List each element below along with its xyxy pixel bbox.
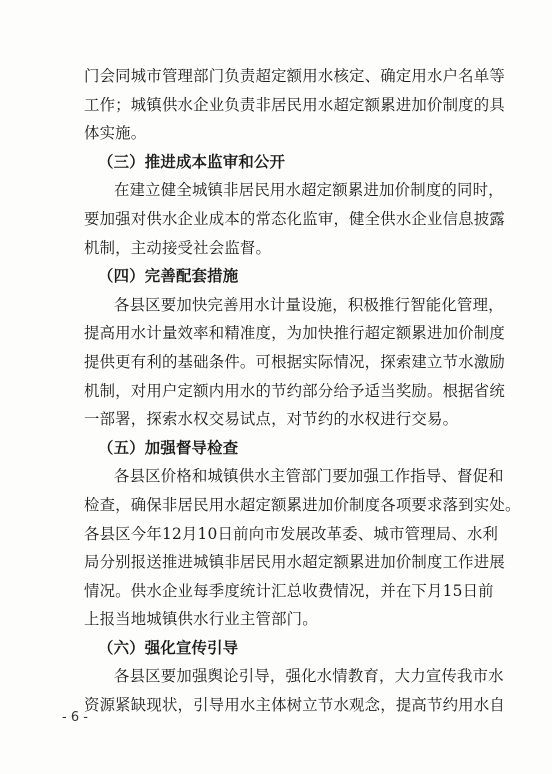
body-text-line: 机制，主动接受社会监督。 bbox=[84, 238, 272, 257]
body-text-line: 提高用水计量效率和精准度，为加快推行超定额累进加价制度 bbox=[84, 324, 505, 343]
body-text-line: 局分别报送推进城镇非居民用水超定额累进加价制度工作进展 bbox=[84, 553, 505, 572]
section-heading-3: （三）推进成本监审和公开 bbox=[98, 152, 286, 171]
body-text-line: 机制，对用户定额内用水的节约部分给予适当奖励。根据省统 bbox=[84, 381, 505, 400]
body-text-line: 资源紧缺现状，引导用水主体树立节水观念，提高节约用水自 bbox=[84, 696, 505, 715]
body-text-line: 提供更有利的基础条件。可根据实际情况，探索建立节水激励 bbox=[84, 352, 505, 371]
paragraph-first-line: 在建立健全城镇非居民用水超定额累进加价制度的同时， bbox=[114, 181, 504, 200]
body-text-line: 上报当地城镇供水行业主管部门。 bbox=[84, 610, 318, 629]
body-text-line: 情况。供水企业每季度统计汇总收费情况，并在下月15日前 bbox=[84, 581, 494, 600]
body-text-line: 门会同城市管理部门负责超定额用水核定、确定用水户名单等 bbox=[84, 67, 505, 85]
body-text-line: 工作；城镇供水企业负责非居民用水超定额累进加价制度的具 bbox=[84, 95, 505, 114]
body-text-line: 一部署，探索水权交易试点，对节约的水权进行交易。 bbox=[84, 410, 459, 429]
body-text-line: 各县区今年12月10日前向市发展改革委、城市管理局、水利 bbox=[84, 524, 499, 543]
body-text-line: 体实施。 bbox=[84, 124, 147, 143]
paragraph-first-line: 各县区要加快完善用水计量设施，积极推行智能化管理， bbox=[114, 295, 504, 314]
section-heading-5: （五）加强督导检查 bbox=[98, 438, 239, 457]
body-text-line: 要加强对供水企业成本的常态化监审，健全供水企业信息披露 bbox=[84, 209, 505, 228]
page-number: - 6 - bbox=[62, 710, 88, 725]
section-heading-4: （四）完善配套措施 bbox=[98, 267, 239, 286]
document-body bbox=[84, 62, 521, 720]
body-text-line: 检查，确保非居民用水超定额累进加价制度各项要求落到实处。 bbox=[84, 495, 521, 514]
section-heading-6: （六）强化宣传引导 bbox=[98, 638, 239, 657]
paragraph-first-line: 各县区价格和城镇供水主管部门要加强工作指导、督促和 bbox=[114, 467, 504, 486]
paragraph-first-line: 各县区要加强舆论引导，强化水情教育，大力宣传我市水 bbox=[114, 667, 504, 686]
